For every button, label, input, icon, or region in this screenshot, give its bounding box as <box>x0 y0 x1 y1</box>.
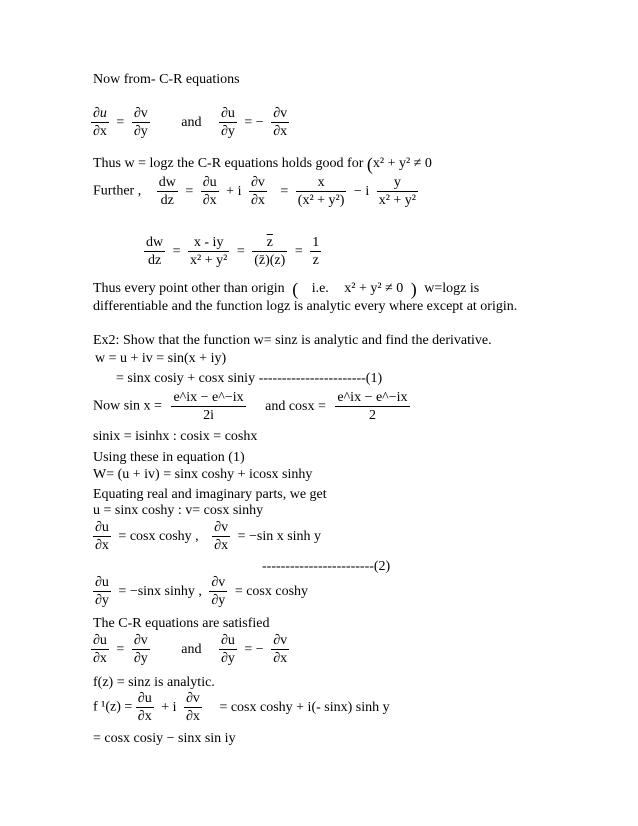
num: dw <box>146 235 164 250</box>
fraction <box>377 175 418 208</box>
condition: x² + y² ≠ 0 <box>372 156 432 172</box>
den: ∂y <box>133 651 148 666</box>
den: ∂x <box>273 124 288 139</box>
fraction <box>212 520 230 553</box>
fraction <box>188 235 229 268</box>
den: z <box>312 253 319 268</box>
den: ∂x <box>202 193 217 208</box>
text: Now sin x = <box>93 398 162 414</box>
final-line: = cosx cosiy − sinx sin iy <box>93 731 236 746</box>
fraction <box>132 106 150 139</box>
fraction <box>219 106 237 139</box>
den: 2 <box>368 408 376 423</box>
den: ∂x <box>95 538 109 553</box>
fraction <box>132 633 150 666</box>
fraction <box>184 691 202 724</box>
text: Thus w = logz the C-R equations holds good for <box>93 156 364 172</box>
num: x - iy <box>188 235 229 252</box>
plus-i: + i <box>161 699 177 715</box>
paren: ) <box>410 279 417 299</box>
num: dw <box>158 175 176 190</box>
fraction <box>271 633 289 666</box>
further-line <box>93 175 418 208</box>
using-eq1: Using these in equation (1) <box>93 450 245 465</box>
den: ∂x <box>93 651 107 666</box>
equals-neg: = − <box>244 641 264 657</box>
den: x² + y² <box>190 253 228 268</box>
num: e^ix − e^−ix <box>337 390 408 405</box>
dash-eq-2: ------------------------(2) <box>262 559 391 574</box>
condition: x² + y² ≠ 0 <box>344 281 404 297</box>
den: ∂x <box>186 709 200 724</box>
text: w=logz is <box>424 281 480 297</box>
text: Further , <box>93 183 142 199</box>
sin-cos-definitions <box>93 390 410 423</box>
paren: ( <box>366 154 373 174</box>
num: ∂u <box>202 175 217 190</box>
den: dz <box>147 253 162 268</box>
fraction <box>252 235 287 268</box>
fraction <box>201 175 219 208</box>
num: $\overline{z}$ <box>252 235 287 252</box>
num: ∂v <box>273 633 288 648</box>
fraction <box>93 575 111 608</box>
fraction <box>296 175 347 208</box>
cr-equations-1 <box>91 106 289 139</box>
fraction <box>335 390 409 423</box>
cr-satisfied: The C-R equations are satisfied <box>93 616 270 631</box>
example-2-heading: Ex2: Show that the function w= sinz is analytic and find the derivative. <box>93 333 492 348</box>
equals: = <box>280 183 289 199</box>
fraction <box>93 520 111 553</box>
and-text: and <box>181 114 202 130</box>
fraction <box>136 691 154 724</box>
den: (x² + y²) <box>297 193 345 208</box>
plus-i: + i <box>226 183 242 199</box>
den: ∂x <box>250 193 265 208</box>
den: ∂y <box>133 124 148 139</box>
dw-dz-line <box>144 235 321 268</box>
derivative-line <box>93 691 394 724</box>
num: ∂v <box>133 633 148 648</box>
fz-analytic: f(z) = sinz is analytic. <box>93 675 215 690</box>
num: ∂v <box>186 691 200 706</box>
den: x² + y² <box>378 193 417 208</box>
num: x <box>296 175 347 192</box>
num: e^ix − e^−ix <box>173 390 244 405</box>
heading-cr-equations: Now from- C-R equations <box>93 72 240 87</box>
num: y <box>377 175 418 192</box>
num: ∂u <box>95 575 109 590</box>
den: ∂x <box>93 124 107 139</box>
fraction <box>91 106 109 139</box>
num: ∂u <box>93 106 107 121</box>
equating-text: Equating real and imaginary parts, we get <box>93 487 327 502</box>
fraction <box>271 106 289 139</box>
text: = cosx coshy <box>234 583 309 599</box>
num: ∂u <box>220 633 235 648</box>
num: ∂v <box>250 175 265 190</box>
equals: = <box>116 641 125 657</box>
eq-expansion-1: = sinx cosiy + cosx siniy -----------------------(1) <box>116 371 383 386</box>
den: ∂x <box>273 651 288 666</box>
den: ∂y <box>95 593 109 608</box>
sinix-identity: sinix = isinhx : cosix = coshx <box>93 429 258 444</box>
thus-line-3: differentiable and the function logz is analytic every where except at origin. <box>93 299 518 314</box>
den: ∂x <box>137 709 152 724</box>
fraction <box>310 235 321 268</box>
num: ∂u <box>93 633 107 648</box>
fraction <box>219 633 237 666</box>
fraction <box>157 175 178 208</box>
equals: = <box>236 243 245 259</box>
den: 2i <box>203 408 214 423</box>
num: ∂v <box>214 520 229 535</box>
thus-line-1 <box>93 156 432 172</box>
den: (z̄)(z) <box>254 253 286 268</box>
equals-neg: = − <box>244 114 264 130</box>
W-equation: W= (u + iv) = sinx coshy + icosx sinhy <box>93 467 313 482</box>
fraction <box>209 575 227 608</box>
fraction <box>171 390 245 423</box>
fraction <box>144 235 165 268</box>
equals: = <box>294 243 303 259</box>
minus-i: − i <box>353 183 370 199</box>
u-v-equation: u = sinx coshy : v= cosx sinhy <box>93 503 264 518</box>
text: = −sin x sinh y <box>237 528 322 544</box>
fraction <box>91 633 109 666</box>
and-text: and <box>181 641 202 657</box>
text: = cosx coshy , <box>118 528 199 544</box>
fraction <box>249 175 267 208</box>
equals: = <box>185 183 194 199</box>
paren: ( <box>292 279 299 299</box>
num: ∂v <box>273 106 288 121</box>
den: ∂y <box>220 651 235 666</box>
text: Thus every point other than origin <box>93 281 285 297</box>
eq-w-sin: w = u + iv = sin(x + iy) <box>95 351 227 366</box>
num: ∂u <box>95 520 109 535</box>
text: = −sinx sinhy , <box>118 583 202 599</box>
den: dz <box>160 193 174 208</box>
num: ∂v <box>133 106 148 121</box>
text: f ¹(z) = <box>93 699 133 715</box>
partials-row-1 <box>93 520 325 553</box>
den: ∂x <box>214 538 229 553</box>
cr-equations-2 <box>91 633 289 666</box>
num: ∂u <box>220 106 235 121</box>
equals: = <box>116 114 125 130</box>
text: and cosx = <box>265 398 326 414</box>
num: ∂v <box>211 575 226 590</box>
thus-line-2 <box>93 281 479 297</box>
text: = cosx coshy + i(- sinx) sinh y <box>219 699 390 715</box>
den: ∂y <box>211 593 226 608</box>
partials-row-2 <box>93 575 312 608</box>
ie-text: i.e. <box>311 281 329 297</box>
equals: = <box>172 243 181 259</box>
num: ∂u <box>137 691 152 706</box>
num: 1 <box>312 235 320 250</box>
den: ∂y <box>220 124 235 139</box>
